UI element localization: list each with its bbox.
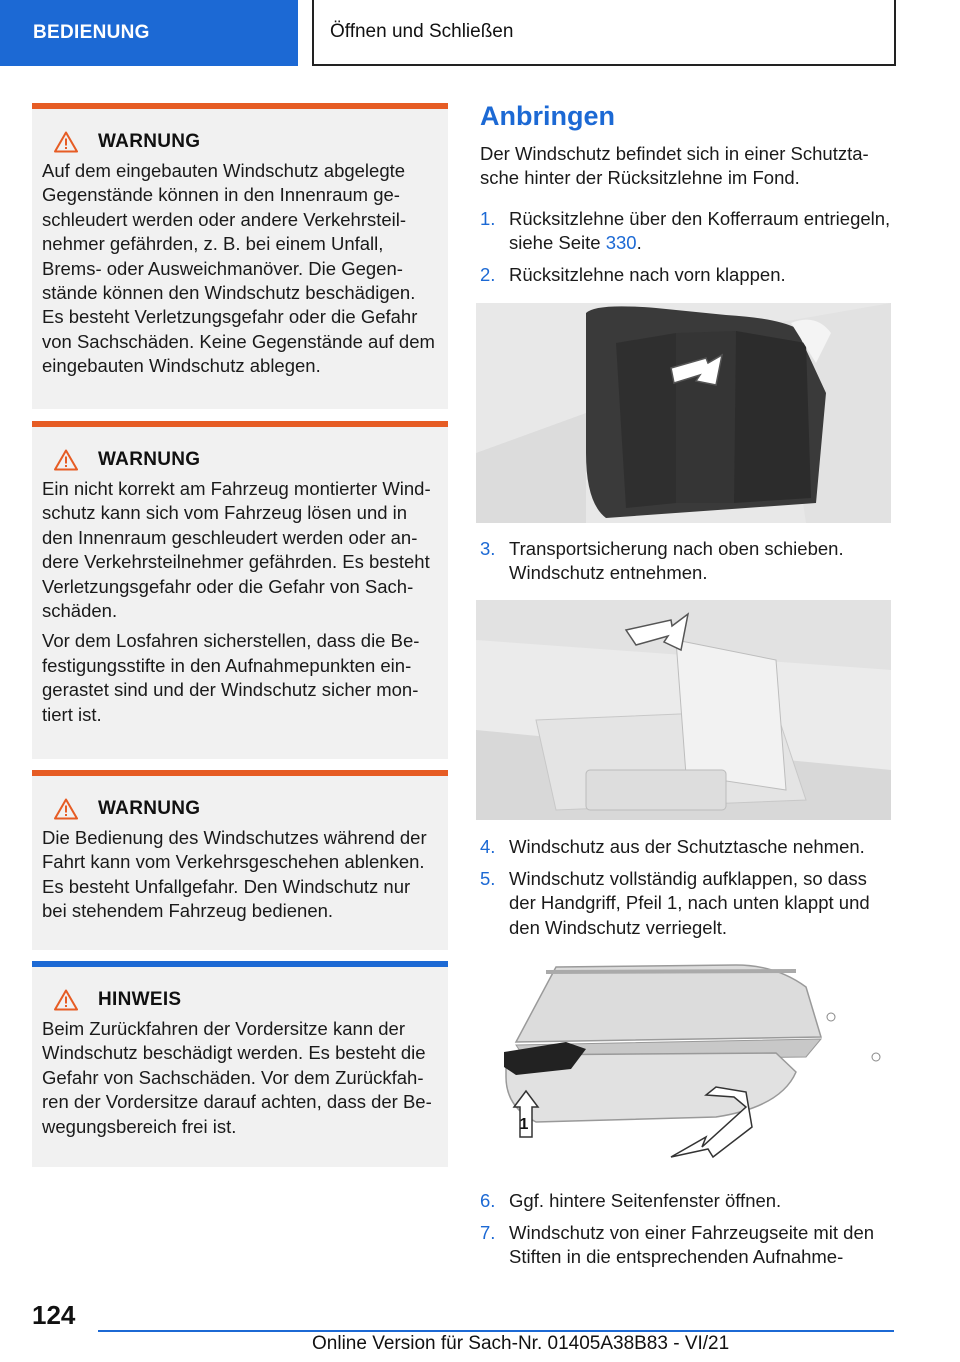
page-reference-link[interactable]: 330 [605, 232, 637, 254]
step-number: 4. [480, 836, 496, 857]
step-number: 6. [480, 1190, 496, 1211]
section-heading: Anbringen [480, 101, 615, 131]
topic-title: Öffnen und Schließen [330, 21, 514, 42]
step-number: 3. [480, 538, 496, 559]
step-4 [480, 835, 892, 859]
footer-divider [98, 1330, 894, 1332]
seat-fold-image [476, 303, 891, 523]
footer-online-version: Online Version für Sach-Nr. 01405A38B83 - VI/21 [312, 1333, 730, 1354]
warning-box-3 [32, 770, 448, 950]
transport-lock-image [476, 600, 891, 820]
step-text: Transportsicherung nach oben schieben. Windschutz entnehmen. [509, 538, 844, 584]
step-7 [480, 1221, 892, 1270]
step-number: 1. [480, 208, 496, 229]
figure-callout-1: 1 [519, 1116, 529, 1133]
warning-text: Vor dem Losfahren sicherstellen, dass die Befestigungsstifte in den Aufnahmepunkten eingerastet sind und der Windschutz sicher montiert ist. [42, 630, 420, 725]
warning-box-1 [32, 103, 448, 409]
step-text: Rücksitzlehne über den Kofferraum entriegeln, siehe Seite [509, 208, 891, 254]
step-text: Windschutz aus der Schutztasche nehmen. [509, 836, 865, 857]
intro-text: Der Windschutz befindet sich in einer Schutztasche hinter der Rücksitzlehne im Fond. [480, 143, 869, 189]
note-text: Beim Zurückfahren der Vordersitze kann der Windschutz beschädigt werden. Es besteht die Gefahr von Sachschäden. Vor dem Zurückfahren der Vordersitze darauf achten, dass der Bewegungsbereich frei ist. [42, 1018, 432, 1137]
note-box [32, 961, 448, 1167]
chapter-title: BEDIENUNG [33, 22, 150, 43]
topic-tab [312, 0, 896, 66]
warning-text: Ein nicht korrekt am Fahrzeug montierter Windschutz kann sich vom Fahrzeug lösen und in den Innenraum geschleudert werden oder andere Verkehrsteilnehmer gefährden. Es besteht Verletzungsgefahr oder die Gefahr von Sachschäden. [42, 478, 431, 622]
step-3 [480, 537, 892, 586]
step-6 [480, 1189, 892, 1213]
warning-triangle-icon [54, 989, 78, 1011]
note-title: HINWEIS [98, 989, 182, 1010]
step-number: 2. [480, 264, 496, 285]
step-text: Ggf. hintere Seitenfenster öffnen. [509, 1190, 782, 1211]
warning-text: Auf dem eingebauten Windschutz abgelegte Gegenstände können in den Innenraum geschleudert werden oder andere Verkehrsteilnehmer gefährden, z. B. bei einem Unfall, Brems- oder Ausweichmanöver. Die Gegenstände können den Windschutz beschädigen. Es besteht Verletzungsgefahr oder die Gefahr von Sachschäden. Keine Gegenstände auf dem eingebauten Windschutz ablegen. [42, 160, 435, 377]
warning-triangle-icon [54, 798, 78, 820]
step-text-end: . [636, 232, 642, 254]
step-text: Windschutz von einer Fahrzeugseite mit den Stiften in die entsprechenden Aufnahme- [509, 1222, 875, 1268]
step-5 [480, 867, 892, 940]
warning-box-2 [32, 421, 448, 759]
step-text: Windschutz vollständig aufklappen, so dass der Handgriff, Pfeil 1, nach unten klappt und den Windschutz verriegelt. [509, 868, 870, 938]
warning-title: WARNUNG [98, 449, 201, 470]
warning-title: WARNUNG [98, 798, 201, 819]
wind-deflector-image [476, 957, 891, 1172]
warning-triangle-icon [54, 449, 78, 471]
warning-text: Die Bedienung des Windschutzes während der Fahrt kann vom Verkehrsgeschehen ablenken. Es besteht Unfallgefahr. Den Windschutz nur bei stehendem Fahrzeug bedienen. [42, 827, 427, 922]
page-number: 124 [32, 1300, 76, 1330]
step-text: Rücksitzlehne nach vorn klappen. [509, 264, 786, 285]
warning-triangle-icon [54, 131, 78, 153]
step-number: 7. [480, 1222, 496, 1243]
step-number: 5. [480, 868, 496, 889]
step-2 [480, 263, 892, 287]
warning-title: WARNUNG [98, 131, 201, 152]
step-1 [480, 207, 892, 256]
chapter-tab [0, 0, 298, 66]
